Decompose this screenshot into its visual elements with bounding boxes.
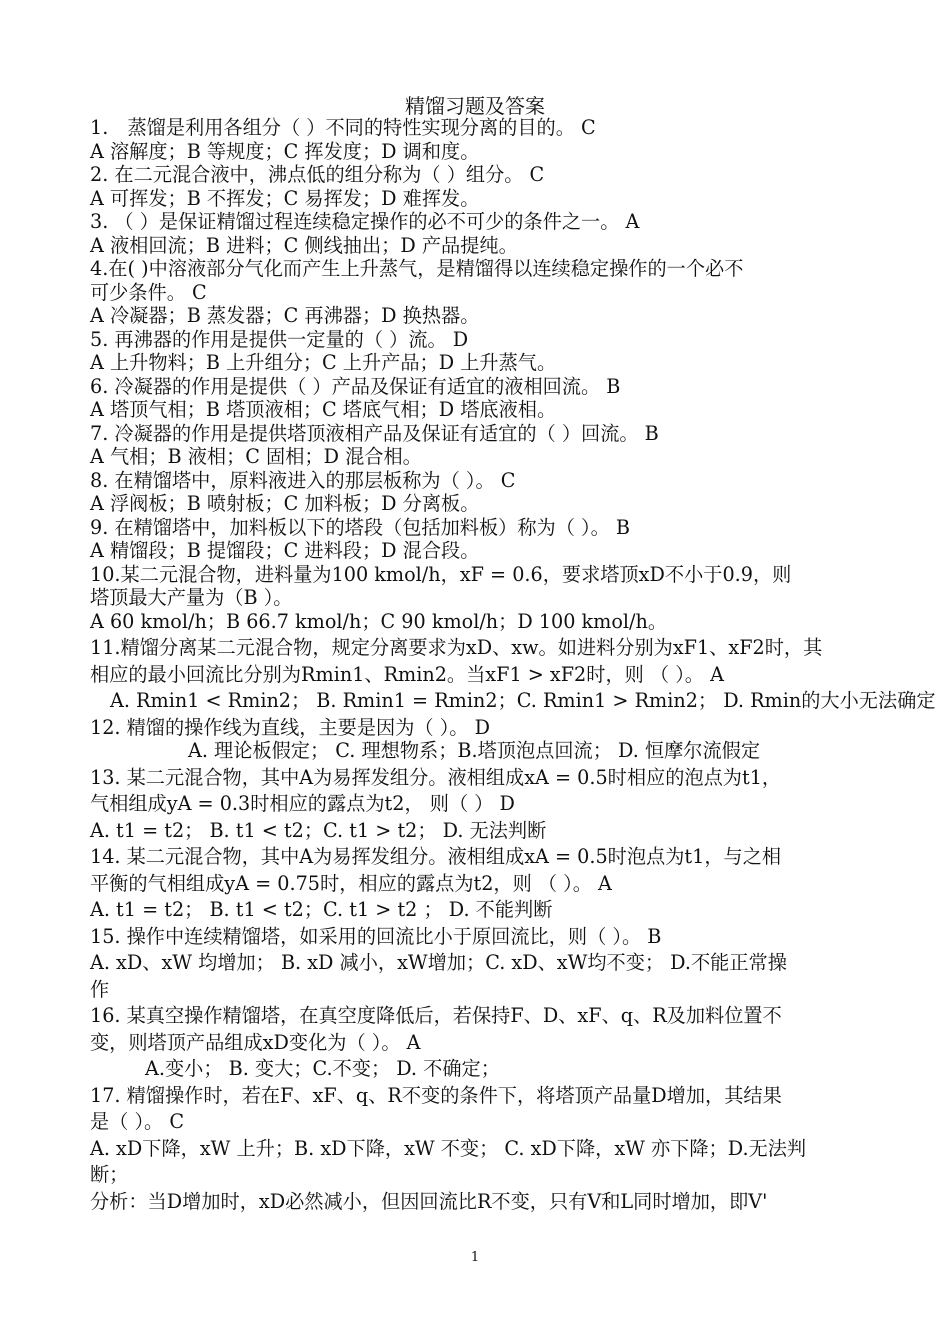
options-4: A 冷凝器；B 蒸发器；C 再沸器；D 换热器。 <box>90 304 480 327</box>
question-13: 13. 某二元混合物，其中A为易挥发组分。液相组成xA = 0.5时相应的泡点为t1， <box>90 765 782 789</box>
question-10-cont: 塔顶最大产量为（B ）。 <box>90 586 293 609</box>
options-3: A 液相回流；B 进料；C 侧线抽出；D 产品提纯。 <box>90 233 518 257</box>
options-16: A.变小； B. 变大；C.不变； D. 不确定； <box>145 1057 500 1080</box>
question-6: 6. 冷凝器的作用是提供（ ）产品及保证有适宜的液相回流。 B <box>90 374 621 398</box>
question-2: 2. 在二元混合液中，沸点低的组分称为（ ）组分。 C <box>90 163 545 186</box>
options-2: A 可挥发；B 不挥发；C 易挥发；D 难挥发。 <box>90 186 480 210</box>
options-6: A 塔顶气相；B 塔顶液相；C 塔底气相；D 塔底液相。 <box>90 398 557 421</box>
question-16-cont: 变，则塔顶产品组成xD变化为（ ）。 A <box>90 1030 421 1054</box>
analysis-17: 分析：当D增加时，xD必然减小，但因回流比R不变，只有V和L同时增加，即V' <box>90 1189 768 1213</box>
question-15: 15. 操作中连续精馏塔，如采用的回流比小于原回流比，则（ ）。 B <box>90 924 662 948</box>
question-7: 7. 冷凝器的作用是提供塔顶液相产品及保证有适宜的（ ）回流。 B <box>90 421 659 445</box>
options-10: A 60 kmol/h；B 66.7 kmol/h；C 90 kmol/h；D 100 kmol/h。 <box>90 609 668 633</box>
question-16: 16. 某真空操作精馏塔，在真空度降低后，若保持F、D、xF、q、R及加料位置不 <box>90 1004 782 1027</box>
options-14: A. t1 = t2； B. t1 < t2；C. t1 > t2 ； D. 不能判断 <box>90 898 553 921</box>
options-17: A. xD下降，xW 上升；B. xD下降，xW 不变； C. xD下降，xW 亦下降；D.无法判 <box>90 1136 807 1160</box>
question-1: 1. 蒸馏是利用各组分（ ）不同的特性实现分离的目的。 C <box>90 116 596 139</box>
question-12: 12. 精馏的操作线为直线，主要是因为（ ）。 D <box>90 715 490 739</box>
question-17: 17. 精馏操作时，若在F、xF、q、R不变的条件下，将塔顶产品量D增加，其结果 <box>90 1083 782 1107</box>
question-13-cont: 气相组成yA = 0.3时相应的露点为t2， 则（ ） D <box>90 792 515 815</box>
question-14-cont: 平衡的气相组成yA = 0.75时，相应的露点为t2，则 （ ）。 A <box>90 871 612 895</box>
options-11: A. Rmin1 < Rmin2； B. Rmin1 = Rmin2；C. Rmin1 > Rmin2； D. Rmin的大小无法确定 <box>110 689 936 712</box>
options-12: A. 理论板假定； C. 理想物系；B.塔顶泡点回流； D. 恒摩尔流假定 <box>188 739 761 762</box>
options-1: A 溶解度；B 等规度；C 挥发度；D 调和度。 <box>90 139 480 163</box>
page-number: 1 <box>470 1250 480 1265</box>
question-9: 9. 在精馏塔中，加料板以下的塔段（包括加料板）称为（ ）。 B <box>90 515 630 539</box>
options-15-cont: 作 <box>90 977 110 1001</box>
question-8: 8. 在精馏塔中，原料液进入的那层板称为（ ）。 C <box>90 468 516 492</box>
question-list <box>90 116 936 1216</box>
question-11: 11.精馏分离某二元混合物，规定分离要求为xD、xw。如进料分别为xF1、xF2时，其 <box>90 636 823 659</box>
question-5: 5. 再沸器的作用是提供一定量的（ ）流。 D <box>90 327 469 351</box>
question-3: 3. （ ）是保证精馏过程连续稳定操作的必不可少的条件之一。 A <box>90 210 640 233</box>
question-10: 10.某二元混合物，进料量为100 kmol/h，xF = 0.6，要求塔顶xD不小于0.9，则 <box>90 562 792 586</box>
options-15: A. xD、xW 均增加； B. xD 减小，xW增加；C. xD、xW均不变； D.不能正常操 <box>90 951 787 974</box>
options-17-cont: 断； <box>90 1163 129 1186</box>
question-4: 4.在( )中溶液部分气化而产生上升蒸气，是精馏得以连续稳定操作的一个必不 <box>90 257 744 280</box>
options-9: A 精馏段；B 提馏段；C 进料段；D 混合段。 <box>90 539 480 562</box>
options-13: A. t1 = t2； B. t1 < t2；C. t1 > t2； D. 无法判断 <box>90 818 547 842</box>
document-title: 精馏习题及答案 <box>405 94 545 118</box>
options-7: A 气相；B 液相；C 固相；D 混合相。 <box>90 445 422 468</box>
question-11-cont: 相应的最小回流比分别为Rmin1、Rmin2。当xF1 > xF2时，则 （ ）。 A <box>90 662 724 686</box>
options-5: A 上升物料；B 上升组分；C 上升产品；D 上升蒸气。 <box>90 351 557 374</box>
question-14: 14. 某二元混合物，其中A为易挥发组分。液相组成xA = 0.5时泡点为t1，与之相 <box>90 845 782 868</box>
options-8: A 浮阀板；B 喷射板；C 加料板；D 分离板。 <box>90 492 480 515</box>
question-4-cont: 可少条件。 C <box>90 280 207 304</box>
question-17-cont: 是（ ）。 C <box>90 1110 185 1133</box>
